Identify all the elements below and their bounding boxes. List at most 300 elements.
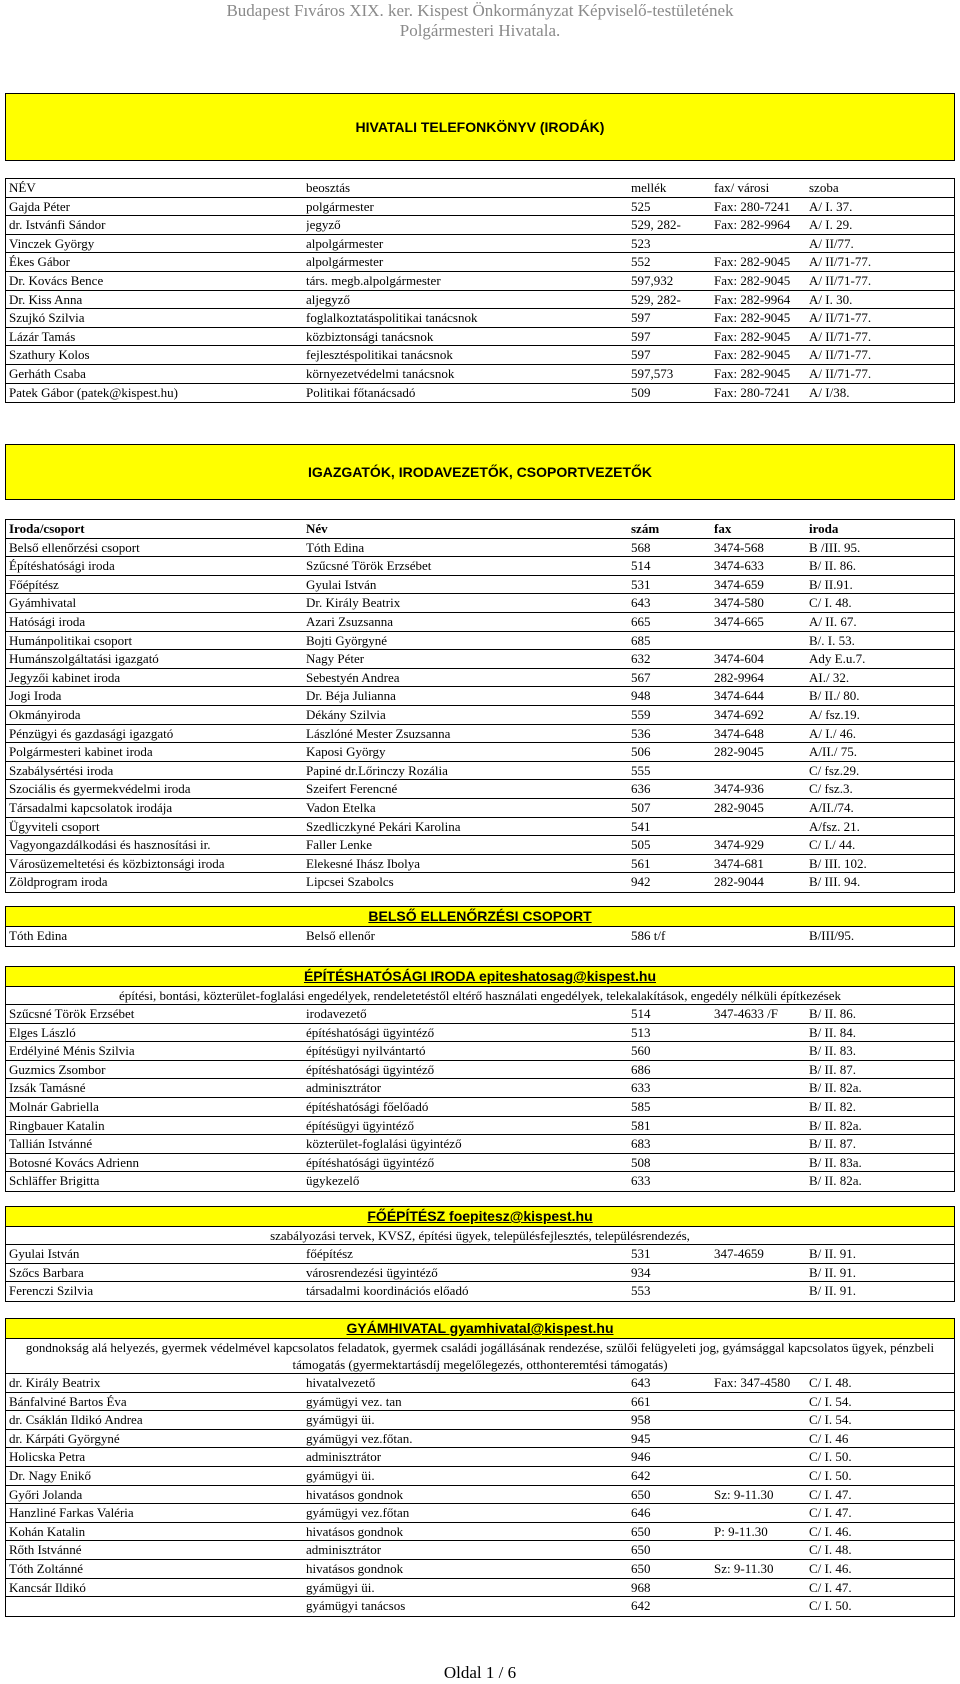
name-cell: Szűcsné Török Erzsébet xyxy=(9,1006,135,1021)
name-cell: Kancsár Ildikó xyxy=(9,1579,86,1595)
table-row xyxy=(6,687,954,706)
ext-cell: 633 xyxy=(631,1079,709,1097)
fax-cell: Fax: 282-9045 xyxy=(714,365,804,383)
fax-cell: 347-4633 /F xyxy=(714,1005,804,1023)
table-row xyxy=(6,650,954,669)
table-row xyxy=(6,762,954,781)
title-cell: Szedliczkyné Pekári Karolina xyxy=(306,818,626,836)
chief-architect-description: szabályozási tervek, KVSZ, építési ügyek, településfejlesztés, településrendezés, xyxy=(6,1227,954,1245)
title-cell: környezetvédelmi tanácsnok xyxy=(306,365,626,383)
title-cell: Tóth Edina xyxy=(306,539,626,557)
ext-cell: 597 xyxy=(631,328,709,346)
ext-cell: 942 xyxy=(631,873,709,891)
ext-cell: 946 xyxy=(631,1448,709,1466)
fax-cell: Fax: 282-9964 xyxy=(714,216,804,234)
room-cell: B/ II. 83. xyxy=(809,1042,949,1060)
table-row xyxy=(6,1579,954,1598)
room-cell: Ady E.u.7. xyxy=(809,650,949,668)
room-cell: A/ I. 30. xyxy=(809,291,949,309)
title-cell: gyámügyi üi. xyxy=(306,1411,626,1429)
name-cell: Bánfalviné Bartos Éva xyxy=(9,1393,127,1409)
table-row xyxy=(6,725,954,744)
title-cell: Lászlóné Mester Zsuzsanna xyxy=(306,725,626,743)
title-cell: fejlesztéspolitikai tanácsnok xyxy=(306,346,626,364)
table-row xyxy=(6,576,954,595)
name-cell: Izsák Tamásné xyxy=(9,1080,86,1096)
title-cell: hivatásos gondnok xyxy=(306,1560,626,1578)
fax-cell: 3474-568 xyxy=(714,539,804,557)
title-cell: városrendezési ügyintéző xyxy=(306,1264,626,1282)
ext-cell: 632 xyxy=(631,650,709,668)
title-cell: társ. megb.alpolgármester xyxy=(306,272,626,290)
ext-cell: 685 xyxy=(631,632,709,650)
name-cell: Szathury Kolos xyxy=(9,347,90,363)
title-cell: jegyző xyxy=(306,216,626,234)
table-row xyxy=(6,927,954,946)
table-row xyxy=(6,1135,954,1154)
ext-cell: 642 xyxy=(631,1467,709,1485)
ext-cell: 552 xyxy=(631,253,709,271)
fax-cell: 3474-604 xyxy=(714,650,804,668)
room-cell: A/ I./ 46. xyxy=(809,725,949,743)
fax-cell: 3474-659 xyxy=(714,576,804,594)
title-cell: Szűcsné Török Erzsébet xyxy=(306,557,626,575)
column-header: NÉV xyxy=(9,180,36,195)
name-cell: Főépítész xyxy=(9,576,59,592)
title-cell: Faller Lenke xyxy=(306,836,626,854)
column-header: Név xyxy=(306,520,626,538)
table-row xyxy=(6,1597,954,1616)
chief-architect-section xyxy=(5,1206,955,1302)
table-row xyxy=(6,836,954,855)
name-cell: Elges László xyxy=(9,1024,76,1040)
room-cell: B/ III. 102. xyxy=(809,855,949,873)
name-cell: Városüzemeltetési és közbiztonsági iroda xyxy=(9,855,225,871)
ext-cell: 567 xyxy=(631,669,709,687)
ext-cell: 536 xyxy=(631,725,709,743)
name-cell: Ringbauer Katalin xyxy=(9,1117,105,1133)
table-row xyxy=(6,1024,954,1043)
room-cell: C/ I. 54. xyxy=(809,1411,949,1429)
table-row xyxy=(6,557,954,576)
title-cell: adminisztrátor xyxy=(306,1079,626,1097)
fax-cell: Fax: 280-7241 xyxy=(714,198,804,216)
column-header: beosztás xyxy=(306,179,626,197)
name-cell: Okmányiroda xyxy=(9,706,81,722)
room-cell: C/ I./ 44. xyxy=(809,836,949,854)
title-cell: Vadon Etelka xyxy=(306,799,626,817)
room-cell: B/ II. 91. xyxy=(809,1264,949,1282)
ext-cell: 597 xyxy=(631,346,709,364)
fax-cell: P: 9-11.30 xyxy=(714,1523,804,1541)
ext-cell: 945 xyxy=(631,1430,709,1448)
ext-cell: 642 xyxy=(631,1597,709,1615)
ext-cell: 597,932 xyxy=(631,272,709,290)
fax-cell: Sz: 9-11.30 xyxy=(714,1486,804,1504)
name-cell: Gyulai István xyxy=(9,1246,80,1261)
name-cell: Zöldprogram iroda xyxy=(9,874,108,890)
ext-cell: 597,573 xyxy=(631,365,709,383)
title-cell: alpolgármester xyxy=(306,235,626,253)
table-row xyxy=(6,632,954,651)
name-cell: Tóth Edina xyxy=(9,928,68,943)
table-row xyxy=(6,328,954,347)
title-cell: Dr. Király Beatrix xyxy=(306,594,626,612)
table-row xyxy=(6,539,954,558)
title-cell: gyámügyi üi. xyxy=(306,1579,626,1597)
title-cell: alpolgármester xyxy=(306,253,626,271)
room-cell: A/ I. 37. xyxy=(809,198,949,216)
column-header: iroda xyxy=(809,520,949,538)
room-cell: A/ I. 29. xyxy=(809,216,949,234)
fax-cell: Fax: 280-7241 xyxy=(714,384,804,402)
fax-cell: 282-9045 xyxy=(714,743,804,761)
fax-cell: Fax: 282-9964 xyxy=(714,291,804,309)
fax-cell: Fax: 282-9045 xyxy=(714,309,804,327)
ext-cell: 514 xyxy=(631,557,709,575)
room-cell: B/ II./ 80. xyxy=(809,687,949,705)
table-row xyxy=(6,873,954,892)
name-cell: Lázár Tamás xyxy=(9,328,76,344)
room-cell: B/ II. 82a. xyxy=(809,1172,949,1190)
room-cell: A/ II/77. xyxy=(809,235,949,253)
ext-cell: 636 xyxy=(631,780,709,798)
fax-cell: Sz: 9-11.30 xyxy=(714,1560,804,1578)
room-cell: A/ II/71-77. xyxy=(809,328,949,346)
room-cell: B/ II.91. xyxy=(809,576,949,594)
ext-cell: 650 xyxy=(631,1560,709,1578)
fax-cell: Fax: 347-4580 xyxy=(714,1374,804,1392)
name-cell: dr. Istvánfi Sándor xyxy=(9,217,106,233)
fax-cell: 282-9044 xyxy=(714,873,804,891)
table-row xyxy=(6,1264,954,1283)
section-title-building-authority: ÉPÍTÉSHATÓSÁGI IRODA epiteshatosag@kispest.hu xyxy=(6,967,954,987)
name-cell: Schläffer Brigitta xyxy=(9,1173,100,1189)
name-cell: dr. Csáklán Ildikó Andrea xyxy=(9,1412,143,1428)
internal-audit-section xyxy=(5,906,955,947)
fax-cell: Fax: 282-9045 xyxy=(714,346,804,364)
table-row xyxy=(6,1486,954,1505)
name-cell: Hatósági iroda xyxy=(9,613,86,629)
column-header: szám xyxy=(631,520,709,538)
name-cell: Szujkó Szilvia xyxy=(9,310,85,326)
name-cell: Holicska Petra xyxy=(9,1449,86,1465)
ext-cell: 633 xyxy=(631,1172,709,1190)
title-cell: Nagy Péter xyxy=(306,650,626,668)
name-cell: Kohán Katalin xyxy=(9,1523,86,1539)
name-cell: Botosné Kovács Adrienn xyxy=(9,1154,139,1170)
name-cell: Rőth Istvánné xyxy=(9,1542,82,1558)
ext-cell: 934 xyxy=(631,1264,709,1282)
section-title-internal-audit: BELSŐ ELLENŐRZÉSI CSOPORT xyxy=(6,907,954,927)
name-cell: Gyámhivatal xyxy=(9,595,77,611)
room-cell: A/ II/71-77. xyxy=(809,309,949,327)
room-cell: B/ II. 83a. xyxy=(809,1154,949,1172)
room-cell: B/ II. 86. xyxy=(809,1005,949,1023)
fax-cell: 3474-936 xyxy=(714,780,804,798)
title-cell: hivatalvezető xyxy=(306,1374,626,1392)
title-cell: építésügyi nyilvántartó xyxy=(306,1042,626,1060)
room-cell: B/ II. 87. xyxy=(809,1061,949,1079)
column-header: Iroda/csoport xyxy=(9,521,85,536)
fax-cell: Fax: 282-9045 xyxy=(714,328,804,346)
title-cell: közbiztonsági tanácsnok xyxy=(306,328,626,346)
table-row xyxy=(6,1172,954,1191)
ext-cell: 643 xyxy=(631,594,709,612)
title-cell: Politikai főtanácsadó xyxy=(306,384,626,402)
title-cell: építéshatósági ügyintéző xyxy=(306,1024,626,1042)
table-row xyxy=(6,198,954,217)
room-cell: C/ I. 47. xyxy=(809,1504,949,1522)
title-cell: építéshatósági főelőadó xyxy=(306,1098,626,1116)
ext-cell: 559 xyxy=(631,706,709,724)
ext-cell: 509 xyxy=(631,384,709,402)
name-cell: Molnár Gabriella xyxy=(9,1098,99,1114)
room-cell: C/ I. 48. xyxy=(809,594,949,612)
name-cell: Patek Gábor (patek@kispest.hu) xyxy=(9,384,179,400)
ext-cell: 650 xyxy=(631,1523,709,1541)
column-header: fax xyxy=(714,520,804,538)
room-cell: A/ fsz.19. xyxy=(809,706,949,724)
name-cell: Pénzügyi és gazdasági igazgató xyxy=(9,725,174,741)
title-cell: társadalmi koordinációs előadó xyxy=(306,1282,626,1300)
table-row xyxy=(6,346,954,365)
table-row xyxy=(6,1005,954,1024)
table-row xyxy=(6,855,954,874)
room-cell: C/ I. 46 xyxy=(809,1430,949,1448)
title-cell: gyámügyi vez.főtan xyxy=(306,1504,626,1522)
table-header-row xyxy=(6,520,954,539)
ext-cell: 541 xyxy=(631,818,709,836)
ext-cell: 508 xyxy=(631,1154,709,1172)
table-row xyxy=(6,1504,954,1523)
name-cell: Gajda Péter xyxy=(9,198,71,214)
title-cell: polgármester xyxy=(306,198,626,216)
fax-cell: 282-9045 xyxy=(714,799,804,817)
title-cell: Dr. Béja Julianna xyxy=(306,687,626,705)
fax-cell: 3474-633 xyxy=(714,557,804,575)
title-cell: Bojti Györgyné xyxy=(306,632,626,650)
header-line-2: Polgármesteri Hivatala. xyxy=(399,21,561,40)
name-cell: Szőcs Barbara xyxy=(9,1264,84,1280)
fax-cell: 3474-648 xyxy=(714,725,804,743)
name-cell: dr. Kárpáti Györgyné xyxy=(9,1430,120,1446)
room-cell: B/ II. 91. xyxy=(809,1282,949,1300)
name-cell: Ékes Gábor xyxy=(9,254,71,270)
title-cell: Sebestyén Andrea xyxy=(306,669,626,687)
title-cell: gyámügyi tanácsos xyxy=(306,1597,626,1615)
ext-cell: 525 xyxy=(631,198,709,216)
ext-cell: 585 xyxy=(631,1098,709,1116)
ext-cell: 529, 282- xyxy=(631,291,709,309)
room-cell: C/ I. 47. xyxy=(809,1486,949,1504)
ext-cell: 505 xyxy=(631,836,709,854)
name-cell: Győri Jolanda xyxy=(9,1486,83,1502)
section-title-phonebook: HIVATALI TELEFONKÖNYV (IRODÁK) xyxy=(5,93,955,161)
title-cell: gyámügyi vez. tan xyxy=(306,1393,626,1411)
room-cell: A/ II/71-77. xyxy=(809,253,949,271)
ext-cell: 513 xyxy=(631,1024,709,1042)
table-row xyxy=(6,1098,954,1117)
room-cell: A/II./74. xyxy=(809,799,949,817)
fax-cell: Fax: 282-9045 xyxy=(714,272,804,290)
ext-cell: 529, 282- xyxy=(631,216,709,234)
fax-cell: 347-4659 xyxy=(714,1245,804,1263)
ext-cell: 665 xyxy=(631,613,709,631)
ext-cell: 555 xyxy=(631,762,709,780)
section-title-guardianship: GYÁMHIVATAL gyamhivatal@kispest.hu xyxy=(6,1319,954,1339)
directors-table xyxy=(5,519,955,893)
name-cell: Hanzliné Farkas Valéria xyxy=(9,1505,134,1521)
title-cell: Elekesné Ihász Ibolya xyxy=(306,855,626,873)
ext-cell: 531 xyxy=(631,576,709,594)
name-cell: Gerháth Csaba xyxy=(9,365,86,381)
name-cell: Polgármesteri kabinet iroda xyxy=(9,744,153,760)
room-cell: B/ II. 91. xyxy=(809,1245,949,1263)
ext-cell: 650 xyxy=(631,1486,709,1504)
room-cell: A/ II/71-77. xyxy=(809,272,949,290)
ext-cell: 506 xyxy=(631,743,709,761)
room-cell: C/ I. 48. xyxy=(809,1541,949,1559)
room-cell: C/ fsz.29. xyxy=(809,762,949,780)
fax-cell: 3474-929 xyxy=(714,836,804,854)
room-cell: B/ II. 84. xyxy=(809,1024,949,1042)
page-number: Oldal 1 / 6 xyxy=(443,1663,517,1682)
table-row xyxy=(6,365,954,384)
table-row xyxy=(6,1541,954,1560)
title-cell: Kaposi György xyxy=(306,743,626,761)
table-row xyxy=(6,613,954,632)
building-authority-description: építési, bontási, közterület-foglalási engedélyek, rendeletetéstől eltérő használati engedélyek, telekalakítások, engedély nélküli építkezések xyxy=(6,987,954,1005)
room-cell: A/ I/38. xyxy=(809,384,949,402)
table-row xyxy=(6,1560,954,1579)
name-cell: dr. Király Beatrix xyxy=(9,1375,101,1390)
table-row xyxy=(6,669,954,688)
title-cell: közterület-foglalási ügyintéző xyxy=(306,1135,626,1153)
room-cell: B/ III. 94. xyxy=(809,873,949,891)
ext-cell: 948 xyxy=(631,687,709,705)
name-cell: Építéshatósági iroda xyxy=(9,558,115,574)
room-cell: C/ I. 50. xyxy=(809,1467,949,1485)
ext-cell: 568 xyxy=(631,539,709,557)
table-row xyxy=(6,1079,954,1098)
title-cell: irodavezető xyxy=(306,1005,626,1023)
ext-cell: 553 xyxy=(631,1282,709,1300)
ext-cell: 643 xyxy=(631,1374,709,1392)
name-cell: Erdélyiné Ménis Szilvia xyxy=(9,1043,135,1059)
ext-cell: 581 xyxy=(631,1117,709,1135)
name-cell: Jogi Iroda xyxy=(9,688,62,704)
table-row xyxy=(6,743,954,762)
room-cell: C/ I. 46. xyxy=(809,1560,949,1578)
name-cell: Szociális és gyermekvédelmi iroda xyxy=(9,781,191,797)
ext-cell: 683 xyxy=(631,1135,709,1153)
table-row xyxy=(6,1448,954,1467)
table-row xyxy=(6,384,954,403)
table-row xyxy=(6,235,954,254)
table-header-row xyxy=(6,179,954,198)
section-title-directors: IGAZGATÓK, IRODAVEZETŐK, CSOPORTVEZETŐK xyxy=(5,444,955,500)
guardianship-description: gondnokság alá helyezés, gyermek védelmével kapcsolatos feladatok, gyermek családi jogállásának rendezése, szülői felügyeleti jog, gyámsággal kapcsolatos ügyek, pénzbeli támogatás (gyermektartásdíj megelőlegezés, otthonteremtési támogatás) xyxy=(6,1339,954,1374)
name-cell: Vinczek György xyxy=(9,235,95,251)
room-cell: B/ II. 82. xyxy=(809,1098,949,1116)
fax-cell: 3474-681 xyxy=(714,855,804,873)
ext-cell: 646 xyxy=(631,1504,709,1522)
table-row xyxy=(6,1411,954,1430)
title-cell: aljegyző xyxy=(306,291,626,309)
name-cell: Humánszolgáltatási igazgató xyxy=(9,651,159,667)
room-cell: A/II./ 75. xyxy=(809,743,949,761)
room-cell: B /III. 95. xyxy=(809,539,949,557)
name-cell: Tallián Istvánné xyxy=(9,1136,93,1152)
table-row xyxy=(6,1154,954,1173)
fax-cell: 3474-692 xyxy=(714,706,804,724)
table-row xyxy=(6,1467,954,1486)
room-cell: B/III/95. xyxy=(809,927,949,945)
room-cell: C/ I. 47. xyxy=(809,1579,949,1597)
fax-cell: 3474-665 xyxy=(714,613,804,631)
title-cell: adminisztrátor xyxy=(306,1448,626,1466)
title-cell: adminisztrátor xyxy=(306,1541,626,1559)
title-cell: hivatásos gondnok xyxy=(306,1523,626,1541)
building-authority-section xyxy=(5,966,955,1192)
ext-cell: 597 xyxy=(631,309,709,327)
room-cell: B/ II. 87. xyxy=(809,1135,949,1153)
table-row xyxy=(6,291,954,310)
room-cell: C/ I. 50. xyxy=(809,1597,949,1615)
table-row xyxy=(6,1282,954,1301)
ext-cell: 968 xyxy=(631,1579,709,1597)
name-cell: Ügyviteli csoport xyxy=(9,818,100,834)
title-cell: Azari Zsuzsanna xyxy=(306,613,626,631)
table-row xyxy=(6,216,954,235)
ext-cell: 531 xyxy=(631,1245,709,1263)
table-row xyxy=(6,1061,954,1080)
name-cell: Jegyzői kabinet iroda xyxy=(9,669,121,685)
table-row xyxy=(6,1523,954,1542)
ext-cell: 561 xyxy=(631,855,709,873)
room-cell: A/ II. 67. xyxy=(809,613,949,631)
title-cell: ügykezelő xyxy=(306,1172,626,1190)
table-row xyxy=(6,1245,954,1264)
ext-cell: 686 xyxy=(631,1061,709,1079)
name-cell: Tóth Zoltánné xyxy=(9,1560,84,1576)
room-cell: B/ II. 82a. xyxy=(809,1079,949,1097)
name-cell: Guzmics Zsombor xyxy=(9,1061,106,1077)
title-cell: főépítész xyxy=(306,1245,626,1263)
ext-cell: 586 t/f xyxy=(631,927,709,945)
table-row xyxy=(6,1393,954,1412)
name-cell: Vagyongazdálkodási és hasznosítási ir. xyxy=(9,837,211,853)
fax-cell: 3474-580 xyxy=(714,594,804,612)
table-row xyxy=(6,1117,954,1136)
table-row xyxy=(6,309,954,328)
title-cell: Dékány Szilvia xyxy=(306,706,626,724)
title-cell: hivatásos gondnok xyxy=(306,1486,626,1504)
room-cell: AI./ 32. xyxy=(809,669,949,687)
header-line-1: Budapest Fıváros XIX. ker. Kispest Önkormányzat Képviselő-testületének xyxy=(226,1,734,20)
room-cell: A/fsz. 21. xyxy=(809,818,949,836)
section-title-chief-architect: FŐÉPÍTÉSZ foepitesz@kispest.hu xyxy=(6,1207,954,1227)
fax-cell: Fax: 282-9045 xyxy=(714,253,804,271)
room-cell: C/ fsz.3. xyxy=(809,780,949,798)
room-cell: C/ I. 54. xyxy=(809,1393,949,1411)
table-row xyxy=(6,253,954,272)
table-row xyxy=(6,594,954,613)
room-cell: B/ II. 82a. xyxy=(809,1117,949,1135)
name-cell: Szabálysértési iroda xyxy=(9,762,114,778)
room-cell: C/ I. 46. xyxy=(809,1523,949,1541)
